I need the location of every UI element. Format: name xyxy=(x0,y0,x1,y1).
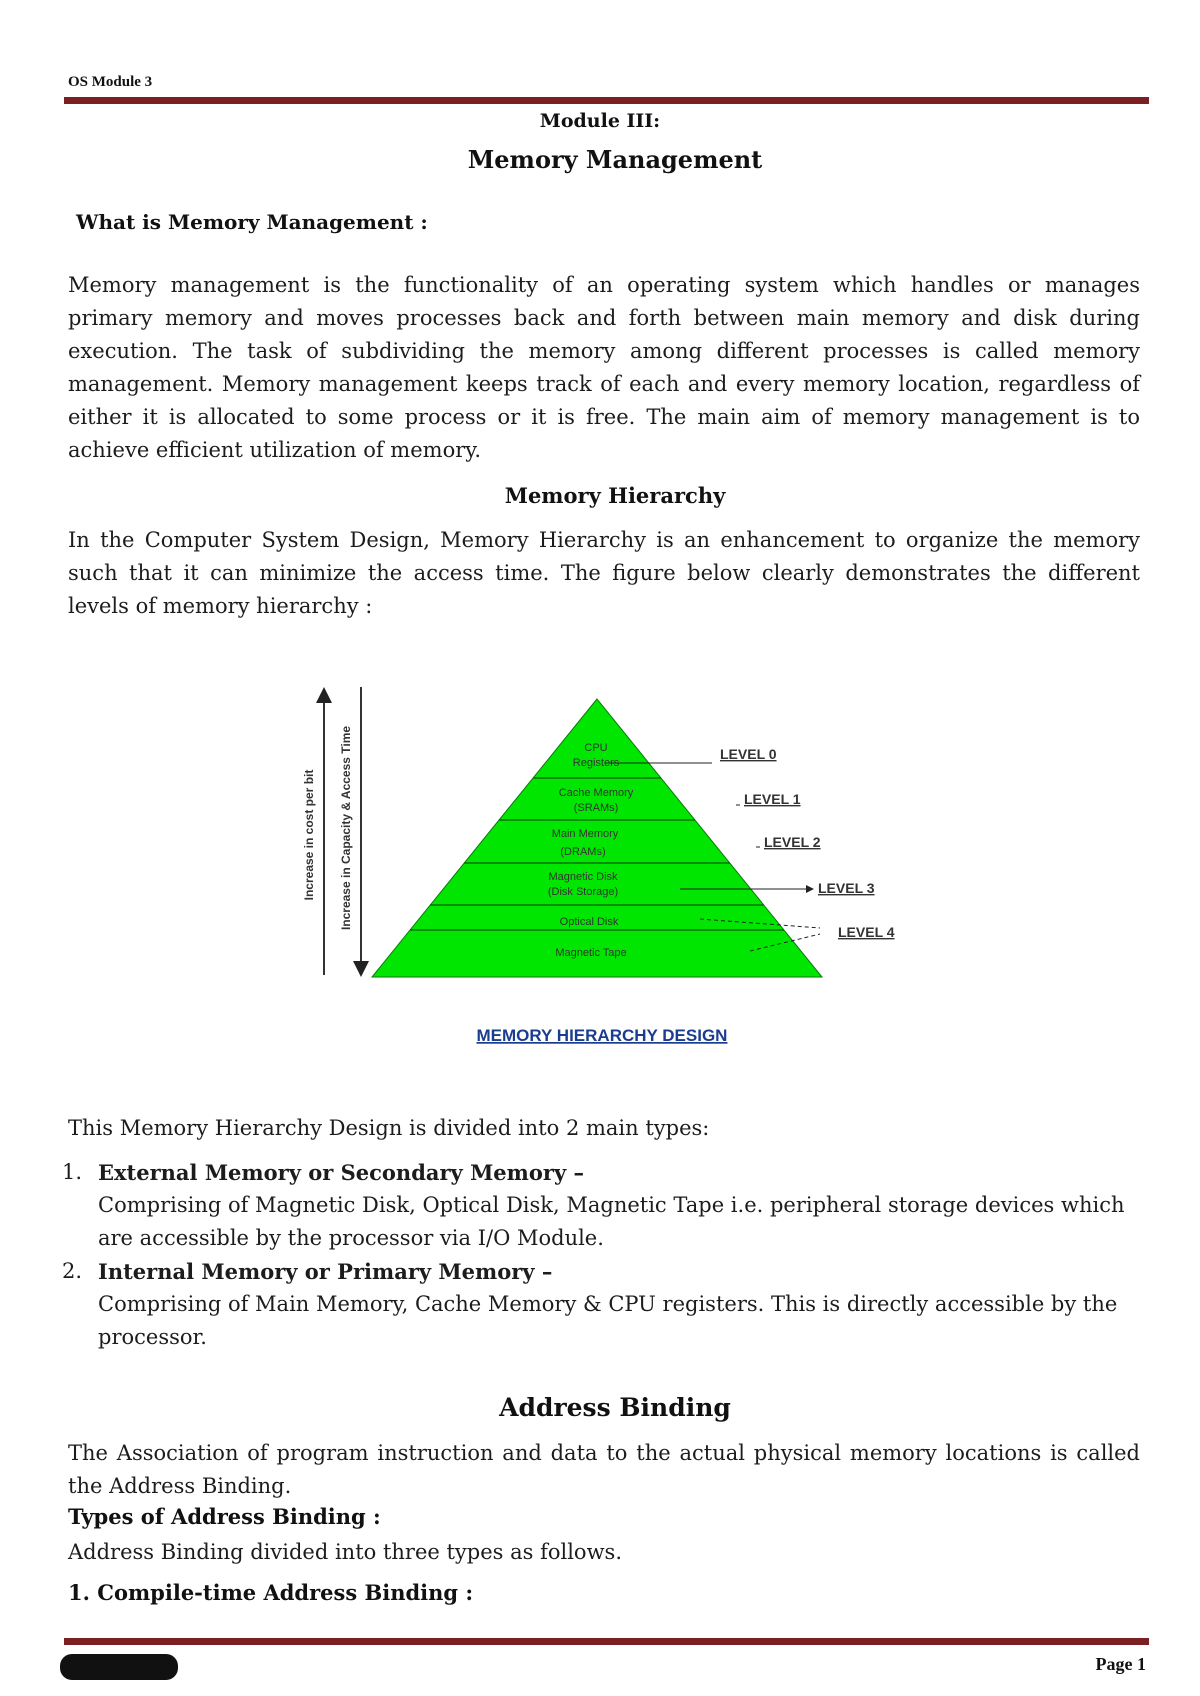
level-label-1: LEVEL 1 xyxy=(744,791,801,807)
layer-label-registers-2: Registers xyxy=(572,757,620,769)
layer-label-optical: Optical Disk xyxy=(559,916,619,928)
page-title: Memory Management xyxy=(467,145,763,174)
layer-label-disk: Magnetic Disk xyxy=(548,871,618,883)
list-item-body: Comprising of Main Memory, Cache Memory & CPU registers. This is directly accessible by the processor. xyxy=(98,1292,1118,1349)
types-of-binding-heading: Types of Address Binding : xyxy=(68,1504,381,1529)
layer-label-tape: Magnetic Tape xyxy=(555,947,627,959)
level-label-2: LEVEL 2 xyxy=(764,834,821,850)
hierarchy-paragraph: In the Computer System Design, Memory Hierarchy is an enhancement to organize the memory such that it can minimize the access time. The figure below clearly demonstrates the different levels of memory hierarchy : xyxy=(68,528,1140,618)
list-item-title: Internal Memory or Primary Memory – xyxy=(98,1259,553,1284)
layer-label-cache: Cache Memory xyxy=(558,787,634,799)
layer-label-registers: CPU xyxy=(584,742,608,754)
list-item-title: External Memory or Secondary Memory – xyxy=(98,1160,584,1185)
level-label-0: LEVEL 0 xyxy=(720,746,777,762)
section-heading-hierarchy: Memory Hierarchy xyxy=(504,483,726,508)
page-number: Page 1 xyxy=(1095,1654,1146,1674)
capacity-axis-label: Increase in Capacity & Access Time xyxy=(339,725,353,931)
footer-rule xyxy=(64,1638,1149,1645)
level-label-4: LEVEL 4 xyxy=(838,924,895,940)
address-binding-paragraph: The Association of program instruction and data to the actual physical memory locations is called the Address Binding. xyxy=(68,1441,1140,1498)
redacted-mark xyxy=(60,1654,178,1680)
section-heading-address-binding: Address Binding xyxy=(499,1393,731,1422)
header-label: OS Module 3 xyxy=(68,74,153,90)
list-item-number: 2. xyxy=(62,1259,83,1283)
layer-label-main: Main Memory xyxy=(551,828,619,840)
types-of-binding-text: Address Binding divided into three types as follows. xyxy=(68,1540,622,1564)
layer-label-cache-2: (SRAMs) xyxy=(573,802,619,814)
memory-types-list xyxy=(62,1156,1142,1356)
diagram-caption: MEMORY HIERARCHY DESIGN xyxy=(476,1026,728,1045)
what-is-paragraph: Memory management is the functionality of an operating system which handles or manages primary memory and moves processes back and forth between main memory and disk during execution. The task of subdividing the memory among different processes is called memory management. Memory management keeps track of each and every memory location, regardless of either it is allocated to some process or it is free. The main aim of memory management is to achieve efficient utilization of memory. xyxy=(68,273,1140,462)
header-rule xyxy=(64,97,1149,104)
memory-hierarchy-diagram xyxy=(300,675,920,1075)
list-item-body: Comprising of Magnetic Disk, Optical Disk, Magnetic Tape i.e. peripheral storage devices which are accessible by the processor via I/O Module. xyxy=(98,1193,1125,1250)
module-title: Module III: xyxy=(539,110,661,132)
section-heading-what-is: What is Memory Management : xyxy=(76,210,428,234)
layer-label-main-2: (DRAMs) xyxy=(560,846,606,858)
types-intro: This Memory Hierarchy Design is divided into 2 main types: xyxy=(68,1116,710,1140)
layer-label-disk-2: (Disk Storage) xyxy=(547,886,619,898)
level-label-3: LEVEL 3 xyxy=(818,880,875,896)
compile-time-heading: 1. Compile-time Address Binding : xyxy=(68,1580,474,1605)
cost-axis-label: Increase in cost per bit xyxy=(302,769,316,901)
list-item-number: 1. xyxy=(62,1160,83,1184)
